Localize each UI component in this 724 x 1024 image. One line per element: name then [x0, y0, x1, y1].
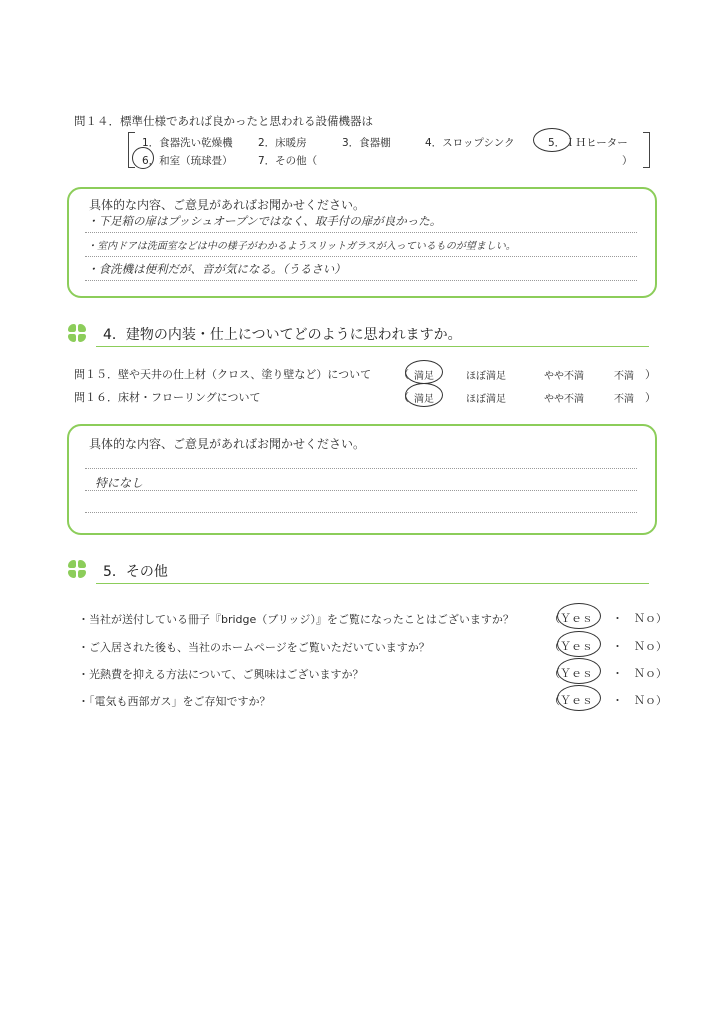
q14-comment-box [67, 187, 657, 298]
q16-choice-satisfied: 満足 [414, 394, 434, 405]
section5-underline [96, 583, 649, 584]
s5-question-4: ・「電気も西部ガス」をご存知ですか？ [78, 695, 271, 708]
s5-q4-mark [557, 685, 601, 711]
section4-box-title: 具体的な内容、ご意見があればお聞かせください。 [89, 437, 366, 451]
ruled-line [85, 512, 637, 513]
q14-option-5-mark [533, 128, 571, 152]
s5-q4-yes: （Ｙｅｓ [549, 694, 593, 707]
q14-option-1: 1．食器洗い乾燥機 [142, 137, 233, 149]
s5-q2-yes: （Ｙｅｓ [549, 640, 593, 653]
s5-q1-no: Ｎｏ） [634, 612, 667, 625]
q14-option-7: 7．その他（ [258, 155, 318, 167]
q16-choice-dissatisfied: 不満 [614, 394, 634, 405]
q14-option-3: 3．食器棚 [342, 137, 391, 149]
s5-q2-mark [557, 631, 601, 657]
s5-q2-no: Ｎｏ） [634, 640, 667, 653]
clover-icon [68, 560, 88, 580]
q15-choice-mostly: ほぼ満足 [466, 371, 506, 382]
s5-question-1: ・当社が送付している冊子『bridge（ブリッジ）』をご覧になったことはございますか？ [78, 613, 514, 626]
s5-q1-sep: ・ [612, 612, 623, 625]
q15-paren-close: ） [645, 368, 656, 381]
section4-comment: 特になし [95, 476, 144, 490]
ruled-line [85, 490, 637, 491]
q16-paren-close: ） [645, 391, 656, 404]
q14-option-5: 5．ＩＨヒーター [548, 137, 628, 149]
q14-option-7-close: ） [622, 155, 633, 167]
q15-choice-satisfied: 満足 [414, 371, 434, 382]
q16-label: 問１６．床材・フローリングについて [74, 391, 261, 404]
s5-q1-yes: （Ｙｅｓ [549, 612, 593, 625]
s5-question-3: ・光熱費を抑える方法について、ご興味はございますか？ [78, 668, 364, 681]
q15-mark [405, 360, 443, 384]
s5-q3-yes: （Ｙｅｓ [549, 667, 593, 680]
s5-q3-mark [557, 658, 601, 684]
section4-title: 4．建物の内装・仕上についてどのように思われますか。 [103, 327, 462, 343]
q15-paren-open: （ [398, 368, 409, 381]
ruled-line [85, 468, 637, 469]
s5-q1-mark [557, 603, 601, 629]
ruled-line [85, 232, 637, 233]
q14-option-4: 4．スロップシンク [425, 137, 515, 149]
s5-question-2: ・ご入居された後も、当社のホームページをご覧いただいていますか？ [78, 641, 430, 654]
ruled-line [85, 256, 637, 257]
q15-choice-dissatisfied: 不満 [614, 371, 634, 382]
clover-icon [68, 324, 88, 344]
q14-option-2: 2．床暖房 [258, 137, 307, 149]
q14-comment-3: ・食洗機は便利だが、音が気になる。（うるさい） [87, 262, 346, 276]
section4-underline [96, 346, 649, 347]
q14-comment-1: ・下足箱の扉はプッシュオープンではなく、取手付の扉が良かった。 [87, 214, 442, 228]
s5-q4-sep: ・ [612, 694, 623, 707]
q16-choice-mostly: ほぼ満足 [466, 394, 506, 405]
s5-q2-sep: ・ [612, 640, 623, 653]
s5-q3-no: Ｎｏ） [634, 667, 667, 680]
q14-option-6-mark [132, 147, 154, 169]
q14-option-6: 6．和室（琉球畳） [142, 155, 233, 167]
q14-box-title: 具体的な内容、ご意見があればお聞かせください。 [89, 198, 366, 212]
q14-title: 問１４．標準仕様であれば良かったと思われる設備機器は [74, 114, 373, 128]
q16-mark [405, 383, 443, 407]
q14-comment-2: ・室内ドアは洗面室などは中の様子がわかるようスリットガラスが入っているものが望ましい。 [87, 241, 516, 252]
q16-choice-somewhat-dissatisfied: やや不満 [544, 394, 584, 405]
section5-title: 5．その他 [103, 564, 168, 580]
q15-choice-somewhat-dissatisfied: やや不満 [544, 371, 584, 382]
s5-q4-no: Ｎｏ） [634, 694, 667, 707]
section4-comment-box [67, 424, 657, 535]
q15-label: 問１５．壁や天井の仕上材（クロス、塗り壁など）について [74, 368, 372, 381]
bracket-right [643, 132, 650, 168]
ruled-line [85, 280, 637, 281]
s5-q3-sep: ・ [612, 667, 623, 680]
q16-paren-open: （ [398, 391, 409, 404]
